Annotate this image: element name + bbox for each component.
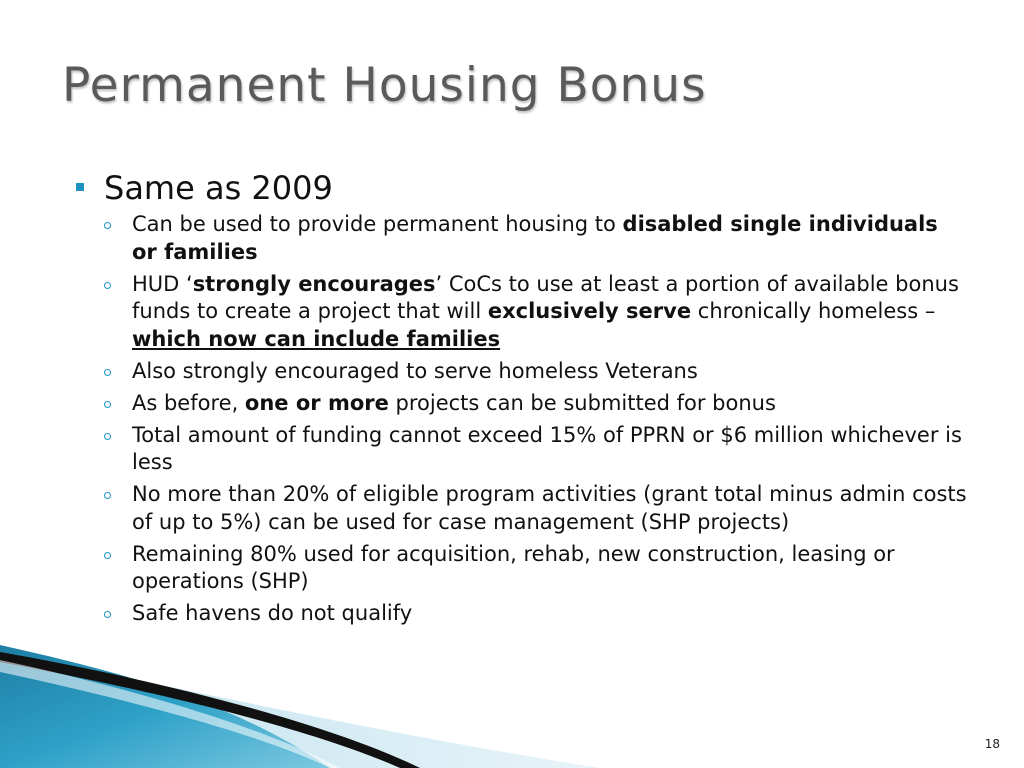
sub-bullet-text: Can be used to provide permanent housing to [132,212,623,236]
circle-bullet-icon [104,282,111,289]
sub-bullet-item [74,211,969,266]
sub-bullet-text: Remaining 80% used for acquisition, rehab, new construction, leasing or operations (SHP) [132,541,895,593]
circle-bullet-icon [104,369,111,376]
sub-bullet-text: HUD ‘ [132,271,193,296]
main-bullet-text: Same as 2009 [104,169,333,207]
sub-bullet-text: Also strongly encouraged to serve homeless Veterans [132,358,698,383]
sub-bullet-item [74,358,969,386]
page-number: 18 [984,737,1000,751]
slide-body [74,168,969,632]
sub-bullet-item [74,600,969,628]
sub-bullet-list [74,211,969,628]
slide-title: Permanent Housing Bonus [62,58,707,113]
sub-bullet-text: strongly encourages [192,271,436,296]
circle-bullet-icon [104,222,111,229]
sub-bullet-text: chronically homeless – [691,299,936,323]
circle-bullet-icon [104,552,111,559]
sub-bullet-item [74,271,969,354]
circle-bullet-icon [104,492,111,499]
sub-bullet-text: Total amount of funding cannot exceed 15% of PPRN or $6 million whichever is less [132,422,962,474]
sub-bullet-item [74,390,969,418]
sub-bullet-item [74,541,969,596]
circle-bullet-icon [104,401,111,408]
sub-bullet-text: No more than 20% of eligible program activities (grant total minus admin costs of up to 5%) can be used for case management (SHP projects) [132,482,967,534]
circle-bullet-icon [104,433,111,440]
square-bullet-icon [76,183,84,191]
sub-bullet-text: As before, [132,390,245,415]
sub-bullet-text: disabled single individuals or families [132,212,938,264]
sub-bullet-text: one or more [244,390,389,415]
sub-bullet-text: which now can include families [132,326,501,351]
main-bullet [74,168,969,208]
sub-bullet-item [74,481,969,536]
sub-bullet-text: exclusively serve [487,299,692,323]
sub-bullet-item [74,422,969,477]
sub-bullet-text: ’ CoCs to use at least a portion of available bonus funds to create a project that will [132,271,959,323]
sub-bullet-text: projects can be submitted for bonus [388,390,776,415]
sub-bullet-text: Safe havens do not qualify [132,601,413,625]
circle-bullet-icon [104,611,111,618]
